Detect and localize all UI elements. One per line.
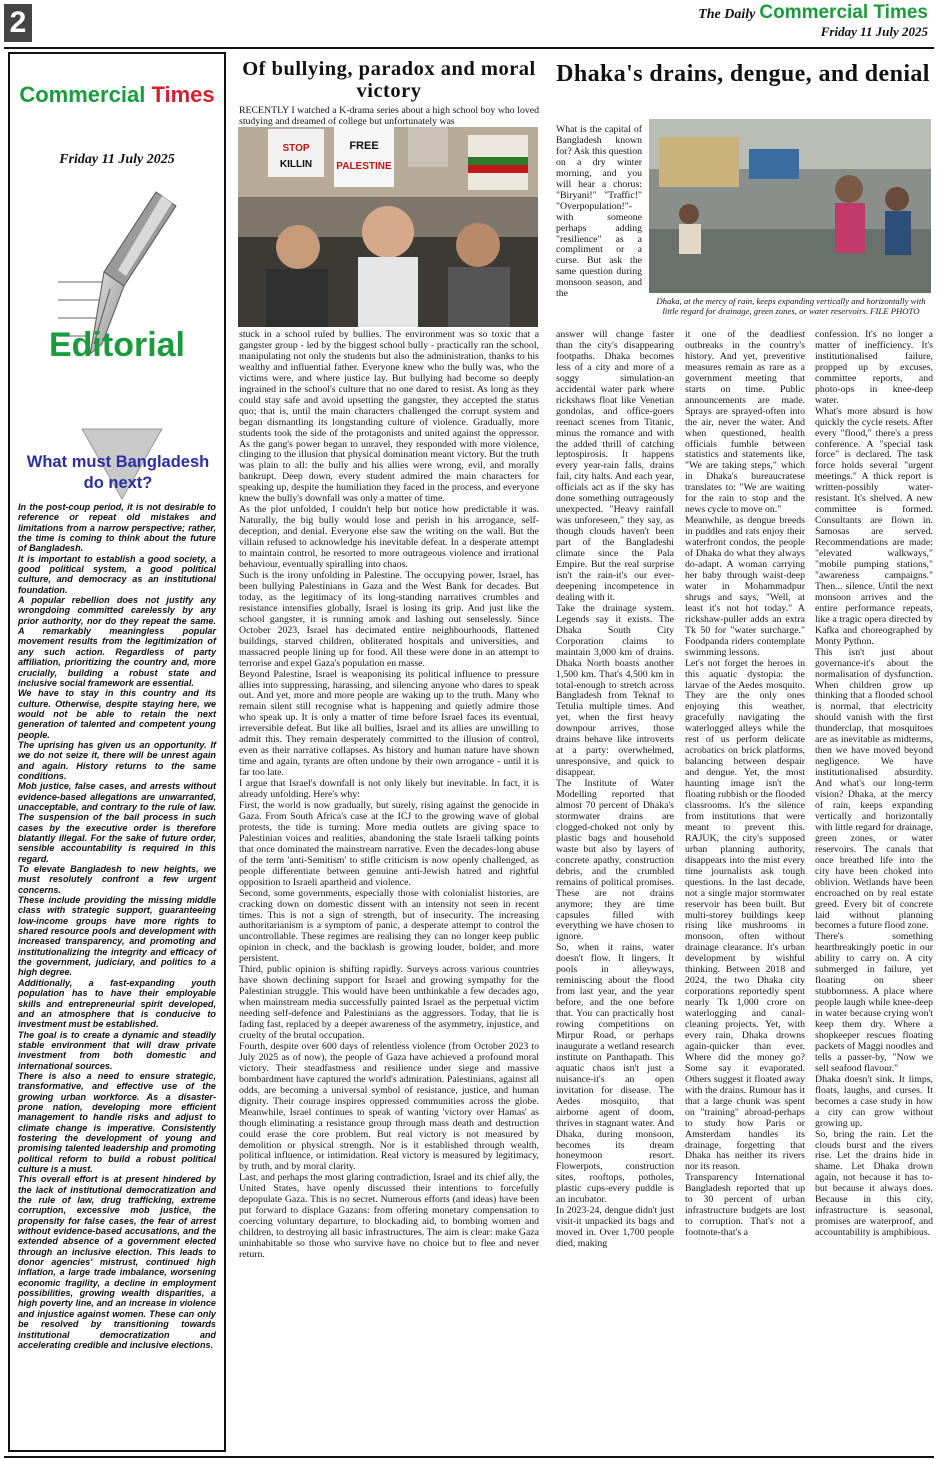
article1-paragraph: stuck in a school ruled by bullies. The environment was so toxic that a gangster group - led by the biggest school bully - practically ran the school, manipulating not only the students but also the administration, thanks to his wealthy and influential father. Everyone knew who the bully was, who the victims were, and where justice lay. But bullying had become so deeply ingrained in the school's culture that no one dared to resist. As long as they could stay safe and avoid upsetting the gangster, they accepted the status quo; that is, until the main characters challenged the corrupt system and began dismantling its longstanding culture of violence. Gradually, more students took the side of the protagonists and united against the oppressor. As the gang's power began to unravel, they responded with more violence, clinging to the illusion that physical domination meant victory. But the truth was plain to all: the bully and his allies were wrong, evil, and morally bankrupt. Deep down, every student admired the main characters for speaking up, despite the humiliation they faced in the process, and everyone knew the bully's downfall was only a matter of time. [239, 329, 539, 505]
editorial-paragraph: A popular rebellion does not justify any wrongdoing committed carelessly by any prior authority, nor do they repeat the same. A remarkably meaningless popular movement results from the legitimization of any such action. Regardless of party affiliation, prioritizing the country and, more crucially, building a robust state and inclusive social framework are essential. [18, 595, 216, 688]
article2-column1-top: What is the capital of Bangladesh known for? Ask this question on a dry winter morning, and you will hear a chorus: "Biryani!" "Traffic!" "Overpopulation!"-with someone perhaps adding "resilience" as a compliment or a curse. But ask the same question during monsoon season, and the [556, 124, 642, 300]
editorial-paragraph: In the post-coup period, it is not desirable to reference or repeat old mistakes and limitations from a narrow perspective; rather, the time is coming to think about the future of Bangladesh. [18, 502, 216, 554]
masthead-the-daily: The Daily [698, 7, 756, 22]
editorial-box [8, 52, 226, 1452]
footer-rule [4, 1456, 934, 1458]
editorial-paragraph: This overall effort is at present hindered by the lack of institutional democratization and the rule of law, drug trafficking, extreme corruption, excessive mob justice, the propensity for false cases, the fear of arrest without evidence-based accusations, and the extended absence of a government elected through an inclusive election. This leads to donor agencies' mistrust, continued high inflation, a large trade imbalance, worsening economic fragility, a decline in employment possibilities, growing wealth disparities, a high poverty line, and an increase in violence and injustice against women. These can only be resolved by transitioning towards institutional democratization and accelerating credible and inclusive elections. [18, 1174, 216, 1350]
editorial-logo-commercial: Commercial [19, 82, 146, 107]
sign-text-palestine: PALESTINE [336, 161, 392, 172]
article2-paragraph: Dhaka doesn't sink. It limps, floats, laughs, and curses. It becomes a case study in how a city can grow without growing up. [815, 1073, 933, 1129]
article1-paragraph: As the plot unfolded, I couldn't help but notice how predictable it was. Naturally, the big bully would lose and perish in his arrogance, self-deception, and denial. Everyone else saw the writing on the wall. But the villain refused to acknowledge his inevitable defeat. In a desperate attempt to maintain control, he resorted to more outrageous violence and irrational behaviour, eventually spiralling into chaos. [239, 504, 539, 571]
article2-paragraph: So, when it rains, water doesn't flow. It lingers. It pools in alleyways, reminiscing about the flood from last year, and the year before, and the one before that. You can practically host rowing competitions on Mirpur Road, or perhaps inaugurate a wetland research institute on Panthapath. This aquatic chaos isn't just a nuisance-it's an open invitation for disease. The Aedes mosquito, that airborne agent of doom, thrives in stagnant water. And Dhaka, during monsoon, becomes its dream honeymoon resort. Flowerpots, construction sites, rooftops, potholes, plastic cups-every puddle is an incubator. [556, 942, 674, 1206]
article1-paragraph: First, the world is now gradually, but surely, rising against the genocide in Gaza. From South Africa's case at the ICJ to the growing wave of global protests, the tide is turning. More media outlets are giving space to Palestinian voices and realities, abandoning the stale Israeli talking points that once dominated the mainstream narrative. Even the decades-long abuse of the term 'anti-Semitism' to stifle criticism is now openly challenged, as people differentiate between genuine anti-Jewish hatred and rightful opposition to Israeli apartheid and violence. [239, 799, 539, 888]
article2-paragraph: What's more absurd is how quickly the cycle resets. After every "flood," there's a press conference. A "special task force" is declared. The task force holds several "urgent meetings." A thick report is written-possibly water-resistant. It's shelved. A new committee is formed. Consultants are flown in. Samosas are served. Recommendations are made: "elevated walkways," "mobile pumping stations," "awareness campaigns." Then... silence. Until the next monsoon arrives and the entire performance repeats, like a tragic opera directed by Kafka and choreographed by Monty Python. [815, 405, 933, 647]
editorial-paragraph: It is important to establish a good society, a good political system, a good political culture, and democracy as an institutional foundation. [18, 553, 216, 595]
article2-paragraph: Let's not forget the heroes in this aquatic dystopia: the larvae of the Aedes mosquito. They are the only ones enjoying this weather, gracefully navigating the waterlogged alleys while the rest of us perform delicate acrobatics on brick platforms, balancing between despair and dengue. Yet, the most haunting image isn't the floating rubbish or the flooded classrooms. It's the silence from institutions that were meant to prevent this. RAJUK, the city's supposed urban planning authority, disappears into the mist every time journalists ask tough questions. In the last decade, not a single major stormwater reservoir has been built. But multi-storey buildings keep rising like mushrooms in monsoon, often without drainage clearance. It's urban development by wishful thinking. Between 2018 and 2024, the two Dhaka city corporations reportedly spent nearly Tk 1,000 crore on waterlogging and canal-cleaning projects. Yet, with every rain, Dhaka drowns again-quicker than ever. Where did the money go? Some say it evaporated. Others suggest it floated away with the drains. Rumour has it that a large chunk was spent on "training" abroad-perhaps to study how Paris or Amsterdam handles its drainage, forgetting that Dhaka has neither its rivers nor its reason. [685, 657, 805, 1173]
editorial-logo-times: Times [151, 82, 215, 107]
article2-paragraph: Transparency International Bangladesh reported that up to 30 percent of urban infrastructure budgets are lost to corruption. That's not a footnote-that's a [685, 1172, 805, 1239]
article2-paragraph: In 2023-24, dengue didn't just visit-it unpacked its bags and moved in. Over 1,700 people died, making [556, 1205, 674, 1250]
article1-paragraph: Beyond Palestine, Israel is weaponising its political influence to pressure allies into suppressing, harassing, and silencing anyone who dares to speak out. And yet, more and more people are waking up to the truth. Many who remain silent still recognise what is happening and quietly admire those who speak up. It is only a matter of time before Israel faces its eventual, irreversible defeat. But like all bullies, Israel and its allies are unwilling to admit this. They remain desperately committed to the illusion of control, even as their narrative collapses. As history and human nature have shown time and again, tyrants are often undone by their own arrogance - until it is far too late. [239, 668, 539, 779]
article2-paragraph: Take the drainage system. Legends say it exists. The Dhaka South City Corporation claims to maintain 3,000 km of drains. Dhaka North boasts another 1,500 km. That's 4,500 km in total-enough to stretch across Bangladesh from Teknaf to Tetulia multiple times. And yet, when the first heavy downpour arrives, those drains behave like introverts at a party: overwhelmed, unresponsive, and quick to disappear. [556, 602, 674, 779]
sign-text-killin: KILLIN [279, 159, 313, 170]
article2-paragraph: it one of the deadliest outbreaks in the country's history. And yet, preventive measures remain as rare as a government meeting that starts on time. Public announcements are made. Sprays are sprayed-often into the air, never the water. And when questioned, health officials fumble between statistics and statements like, "We are taking steps," which in Dhaka's bureaucratese translates to: "We are waiting for the rain to stop and the news cycle to move on." [685, 329, 805, 516]
editorial-label: Editorial [48, 326, 186, 364]
article1-paragraph: Fourth, despite over 600 days of relentless violence (from October 2023 to July 2025 as of now), the people of Gaza have achieved a profound moral victory. Their steadfastness and resilience under siege and massive bombardment have captured the world's admiration. Palestinians, against all odds, are becoming a universal symbol of resistance, justice, and human dignity. Their courage inspires oppressed communities across the globe. Meanwhile, Israel continues to speak of wanting 'victory over Hamas' as though eliminating a resistance group through mass death and destruction could erase the core problem. But real victory is not measured by demolition or physical strength. Nor is it established through wealth, political influence, or intimidation. Real victory is measured by legitimacy, by truth, and by moral clarity. [239, 1040, 539, 1173]
article1-lead: RECENTLY I watched a K-drama series about a high school boy who loved studying and dreamed of college but unfortunately was [239, 105, 539, 127]
sign-text-free: FREE [349, 140, 379, 152]
masthead-date: Friday 11 July 2025 [820, 24, 928, 39]
article2-paragraph: There's something heartbreakingly poetic in our ability to carry on. A city submerged in failure, yet floating on sheer stubbornness. A place where people laugh while knee-deep in water because crying won't keep them dry. Where a shopkeeper rescues floating packets of Maggi noodles and tells a passer-by, "Now we sell seafood flavour." [815, 931, 933, 1074]
page-number: 2 [4, 4, 32, 42]
masthead-name: Commercial Times [759, 2, 928, 23]
editorial-heading: What must Bangladesh do next? [26, 453, 210, 492]
article1-body [239, 330, 539, 1261]
article1-paragraph: Second, some governments, especially those with colonialist histories, are cracking down on domestic dissent with an intensity not seen in recent times. This is not a sign of strength, but of insecurity. The increasing authoritarianism is a symptom of panic, a desperate attempt to control the uncontrollable. These regimes are realising they can no longer keep public opinion in check, and the backlash is growing louder, bolder, and more persistent. [239, 887, 539, 965]
masthead [698, 2, 928, 40]
article1-paragraph: Last, and perhaps the most glaring contradiction, Israel and its chief ally, the United States, have openly discussed their intentions to forcefully depopulate Gaza. This is no secret. Numerous efforts (and ideas) have been put forward to displace Gazans: from offering monetary compensation to coercing voluntary departure, to blockading aid, to bombing women and children, to destroying all basic infrastructures. The aim is clear: make Gaza uninhabitable so those who survive have no choice but to flee and never return. [239, 1172, 539, 1261]
article2-paragraph: confession. It's no longer a matter of inefficiency. It's institutionalised failure, propped up by excuses, committee reports, and photo-ops in knee-deep water. [815, 329, 933, 406]
protest-photo [238, 127, 538, 327]
article2-paragraph: Meanwhile, as dengue breeds in puddles and rats enjoy their waterfront condos, the people of Dhaka do what they always do-adapt. A woman carrying her baby through waist-deep water in Mohammadpur shrugs and says, "Well, at least it's not hot today." A rickshaw-puller adds an extra Tk 50 for "water surcharge." Foodpanda riders contemplate swimming lessons. [685, 515, 805, 658]
article2-paragraph: So, bring the rain. Let the clouds burst and the rivers rise. Let the drains hide in shame. Let Dhaka drown again, not because it has to-but because it always does. Because in this city, infrastructure is seasonal, promises are waterproof, and accountability is amphibious. [815, 1128, 933, 1239]
editorial-paragraph: These include providing the missing middle class with strategic support, guaranteeing low-income groups have more rights to shared resource pools and development with increased transparency, and promoting and institutionalizing the integrity and efficacy of the government, judiciary, and politics to a high degree. [18, 895, 216, 978]
article2-photo-caption: Dhaka, at the mercy of rain, keeps expanding vertically and horizontally with little regard for drainage, green zones, or water reservoirs. FILE PHOTO [656, 296, 926, 316]
editorial-paragraph: To elevate Bangladesh to new heights, we must resolutely confront a few urgent concerns. [18, 864, 216, 895]
article1-paragraph: Third, public opinion is shifting rapidly. Surveys across various countries have shown declining support for Israel and growing sympathy for the Palestinian struggle. This would have been unthinkable a few decades ago, when mainstream media successfully painted Israel as the perpetual victim needing self-defence and Palestinians as the aggressors. Today, that lie is fading fast, replaced by a deeper awareness of the asymmetry, injustice, and cruelty of the brutal occupation. [239, 964, 539, 1041]
article2-paragraph: The Institute of Water Modelling reported that almost 70 percent of Dhaka's stormwater drains are clogged-choked not only by plastic bags and household waste but also by layers of concrete apathy, construction debris, and the crumbled remains of political promises. These are not drains anymore; they are time capsules filled with everything we have chosen to ignore. [556, 778, 674, 943]
article2-paragraph: This isn't just about governance-it's about the normalisation of dysfunction. When children grow up thinking that a flooded school is normal, that electricity should vanish with the first thunderclap, that mosquitoes are as inevitable as midterms, then we have moved beyond negligence. We have institutionalised absurdity. And what's our long-term vision? Dhaka, at the mercy of rain, keeps expanding vertically and horizontally with little regard for drainage, green zones, or water reservoirs. The canals that once breathed life into the city have been choked into oblivion. Wetlands have been encroached on by real estate greed. Every bit of concrete laid without planning becomes a future flood zone. [815, 646, 933, 932]
editorial-body [18, 502, 216, 1350]
article1-paragraph: I argue that Israel's downfall is not only likely but inevitable. In fact, it is already unfolding. Here's why: [239, 778, 539, 801]
article2-column2 [685, 330, 805, 1239]
editorial-paragraph: The uprising has given us an opportunity. If we do not seize it, there will be unrest again and again. History returns to the same conditions. [18, 739, 216, 781]
editorial-paragraph: The goal is to create a dynamic and steadily stable environment that will draw private investment from both domestic and international sources. [18, 1029, 216, 1071]
editorial-paragraph: Additionally, a fast-expanding youth population has to have their employable skills and entrepreneurial spirit developed, and an atmosphere that is conducive to investment must be established. [18, 977, 216, 1030]
article2-column1 [556, 330, 674, 1250]
editorial-logo [10, 82, 224, 108]
header-rule [4, 47, 934, 49]
article2-title: Dhaka's drains, dengue, and denial [556, 61, 930, 87]
editorial-date: Friday 11 July 2025 [59, 152, 175, 167]
article1-title: Of bullying, paradox and moral victory [242, 58, 536, 102]
article2-paragraph: answer will change faster than the city's disappearing footpaths. Dhaka becomes less of a city and more of a soggy simulation-an accidental water park where rickshaws float like Venetian gondolas, and office-goers reenact scenes from Titanic, minus the romance and with the added thrill of catching leptospirosis. It happens every year-rain falls, drains fail, city halts. And each year, officials act as if the sky has done something outrageously unexpected. "Heavy rainfall was unforeseen," they say, as though clouds haven't been part of the Bangladeshi climate since the Pala Empire. But the real surprise isn't the rain-it's our ever-deepening incompetence in dealing with it. [556, 329, 674, 603]
editorial-paragraph: We have to stay in this country and its culture. Otherwise, despite staying here, we would not be able to retain the next generation of talented and competent young people. [18, 688, 216, 740]
article1-paragraph: Such is the irony unfolding in Palestine. The occupying power, Israel, has been bullying Palestinians in Gaza and the West Bank for decades. But today, as the legitimacy of its long-standing narratives crumbles and resistance intensifies globally, Israel is losing its grip. And just like the school gangster, it is running amok and lashing out senselessly. Since October 2023, Israel has decimated entire neighbourhoods, flattened buildings, starved children, obliterated hospitals and universities, and massacred people lining up for food. All these were done in an attempt to terrorise and expel Gaza's population en masse. [239, 569, 539, 669]
editorial-paragraph: There is also a need to ensure strategic, transformative, and effective use of the growing urban workforce. As a disaster-prone nation, developing more efficient management to handle risks and adjust to climate change is imperative. Consistently fostering the development of young and promising talented leadership and promoting political reform to build a robust political culture is a must. [18, 1070, 216, 1174]
sign-text-stop: STOP [282, 143, 310, 154]
flood-photo [649, 119, 931, 293]
editorial-paragraph: Mob justice, false cases, and arrests without evidence-based allegations are unwarranted, unacceptable, and contrary to the rule of law. The suspension of the bail process in such cases by the executive order is therefore blatantly illegal. For the sake of future order, sensible accountability is required in this regard. [18, 781, 216, 864]
article2-column3 [815, 330, 933, 1239]
